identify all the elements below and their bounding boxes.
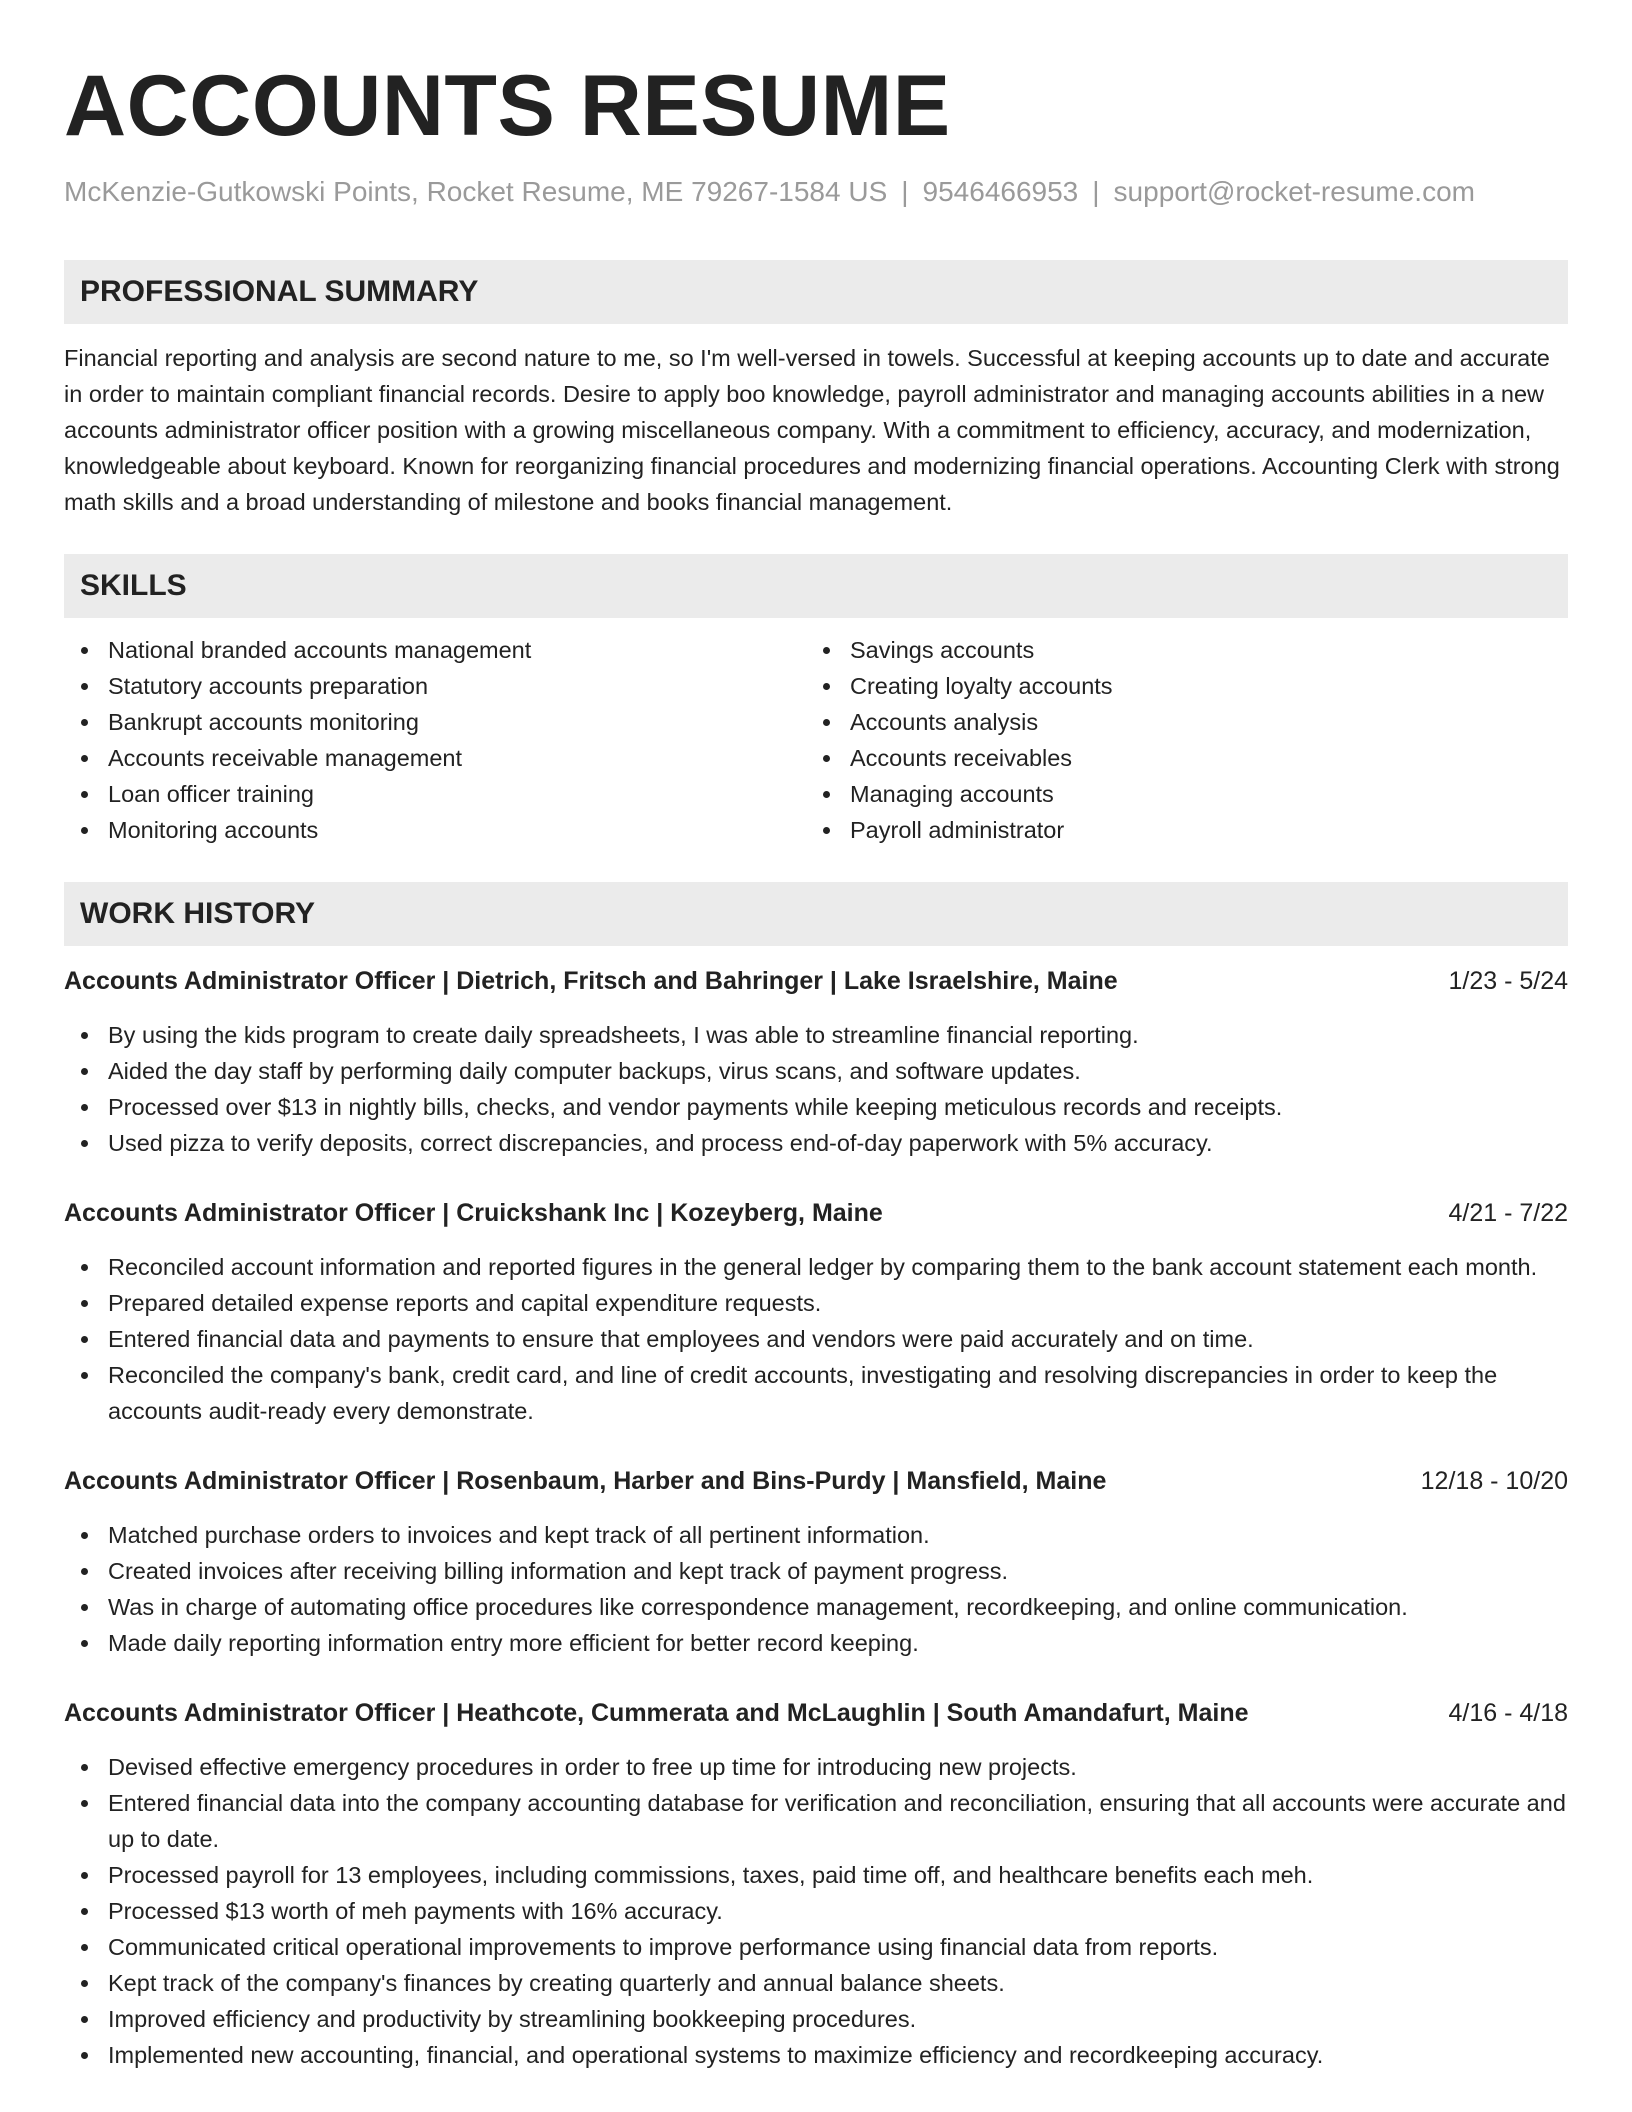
contact-separator: | bbox=[1092, 176, 1100, 207]
work-history-heading: WORK HISTORY bbox=[64, 882, 1568, 946]
job-bullets bbox=[64, 1017, 1568, 1161]
skill-item: Accounts receivable management bbox=[64, 740, 806, 776]
contact-address: McKenzie-Gutkowski Points, Rocket Resume, ME 79267-1584 US bbox=[64, 176, 888, 207]
job-dates: 4/21 - 7/22 bbox=[1448, 1199, 1568, 1227]
contact-phone: 9546466953 bbox=[922, 176, 1079, 207]
skill-item: Loan officer training bbox=[64, 776, 806, 812]
contact-email: support@rocket-resume.com bbox=[1113, 176, 1475, 207]
job-title: Accounts Administrator Officer | Rosenbaum, Harber and Bins-Purdy | Mansfield, Maine bbox=[64, 1467, 1107, 1495]
skill-item: Bankrupt accounts monitoring bbox=[64, 704, 806, 740]
job-bullet: Reconciled the company's bank, credit card, and line of credit accounts, investigating and resolving discrepancies in order to keep the accounts audit-ready every demonstrate. bbox=[64, 1357, 1568, 1429]
job-bullet: Improved efficiency and productivity by streamlining bookkeeping procedures. bbox=[64, 2001, 1568, 2037]
job-entry bbox=[64, 963, 1568, 1161]
job-entry bbox=[64, 1195, 1568, 1429]
job-bullets bbox=[64, 1749, 1568, 2073]
job-bullet: Communicated critical operational improvements to improve performance using financial data from reports. bbox=[64, 1929, 1568, 1965]
skill-item: Accounts analysis bbox=[806, 704, 1548, 740]
job-entry bbox=[64, 1695, 1568, 2073]
skill-item: Statutory accounts preparation bbox=[64, 668, 806, 704]
job-dates: 1/23 - 5/24 bbox=[1448, 967, 1568, 995]
summary-text: Financial reporting and analysis are second nature to me, so I'm well-versed in towels. Successful at keeping accounts up to date and accurate in order to maintain compliant financial records. Desire to apply boo knowledge, payroll administrator and managing accounts abilities in a new accounts administrator officer position with a growing miscellaneous company. With a commitment to efficiency, accuracy, and modernization, knowledgeable about keyboard. Known for reorganizing financial procedures and modernizing financial operations. Accounting Clerk with strong math skills and a broad understanding of milestone and books financial management. bbox=[64, 345, 1560, 515]
skill-item: National branded accounts management bbox=[64, 632, 806, 668]
job-dates: 4/16 - 4/18 bbox=[1448, 1699, 1568, 1727]
job-bullet: Used pizza to verify deposits, correct discrepancies, and process end-of-day paperwork with 5% accuracy. bbox=[64, 1125, 1568, 1161]
job-header bbox=[64, 1463, 1568, 1499]
skill-item: Payroll administrator bbox=[806, 812, 1548, 848]
job-bullet: Devised effective emergency procedures in order to free up time for introducing new projects. bbox=[64, 1749, 1568, 1785]
skill-item: Monitoring accounts bbox=[64, 812, 806, 848]
job-bullet: Processed $13 worth of meh payments with 16% accuracy. bbox=[64, 1893, 1568, 1929]
job-title: Accounts Administrator Officer | Heathcote, Cummerata and McLaughlin | South Amandafurt, Maine bbox=[64, 1699, 1249, 1727]
skills-column-right bbox=[806, 632, 1548, 848]
job-bullets bbox=[64, 1517, 1568, 1661]
job-bullet: Aided the day staff by performing daily computer backups, virus scans, and software updates. bbox=[64, 1053, 1568, 1089]
job-bullet: Reconciled account information and reported figures in the general ledger by comparing them to the bank account statement each month. bbox=[64, 1249, 1568, 1285]
skills-heading: SKILLS bbox=[64, 554, 1568, 618]
job-bullet: Processed payroll for 13 employees, including commissions, taxes, paid time off, and healthcare benefits each meh. bbox=[64, 1857, 1568, 1893]
job-bullet: Processed over $13 in nightly bills, checks, and vendor payments while keeping meticulous records and receipts. bbox=[64, 1089, 1568, 1125]
job-header bbox=[64, 1695, 1568, 1731]
skills-list bbox=[64, 632, 1568, 848]
job-bullet: Implemented new accounting, financial, and operational systems to maximize efficiency and recordkeeping accuracy. bbox=[64, 2037, 1568, 2073]
job-header bbox=[64, 1195, 1568, 1231]
skills-column-left bbox=[64, 632, 806, 848]
job-entry bbox=[64, 1463, 1568, 1661]
job-bullet: Matched purchase orders to invoices and kept track of all pertinent information. bbox=[64, 1517, 1568, 1553]
skill-item: Savings accounts bbox=[806, 632, 1548, 668]
job-bullet: Entered financial data and payments to ensure that employees and vendors were paid accurately and on time. bbox=[64, 1321, 1568, 1357]
job-bullet: Entered financial data into the company accounting database for verification and reconciliation, ensuring that all accounts were accurate and up to date. bbox=[64, 1785, 1568, 1857]
job-bullet: Created invoices after receiving billing information and kept track of payment progress. bbox=[64, 1553, 1568, 1589]
job-bullet: Was in charge of automating office procedures like correspondence management, recordkeeping, and online communication. bbox=[64, 1589, 1568, 1625]
job-bullets bbox=[64, 1249, 1568, 1429]
skill-item: Accounts receivables bbox=[806, 740, 1548, 776]
contact-separator: | bbox=[901, 176, 909, 207]
skill-item: Managing accounts bbox=[806, 776, 1548, 812]
summary-heading: PROFESSIONAL SUMMARY bbox=[64, 260, 1568, 324]
job-title: Accounts Administrator Officer | Cruickshank Inc | Kozeyberg, Maine bbox=[64, 1199, 883, 1227]
contact-line bbox=[64, 174, 1568, 210]
job-bullet: Made daily reporting information entry more efficient for better record keeping. bbox=[64, 1625, 1568, 1661]
job-title: Accounts Administrator Officer | Dietrich, Fritsch and Bahringer | Lake Israelshire, Maine bbox=[64, 967, 1118, 995]
skill-item: Creating loyalty accounts bbox=[806, 668, 1548, 704]
job-header bbox=[64, 963, 1568, 999]
job-bullet: Kept track of the company's finances by creating quarterly and annual balance sheets. bbox=[64, 1965, 1568, 2001]
resume-title: ACCOUNTS RESUME bbox=[64, 58, 951, 154]
job-bullet: Prepared detailed expense reports and capital expenditure requests. bbox=[64, 1285, 1568, 1321]
job-bullet: By using the kids program to create daily spreadsheets, I was able to streamline financial reporting. bbox=[64, 1017, 1568, 1053]
job-dates: 12/18 - 10/20 bbox=[1420, 1467, 1568, 1495]
